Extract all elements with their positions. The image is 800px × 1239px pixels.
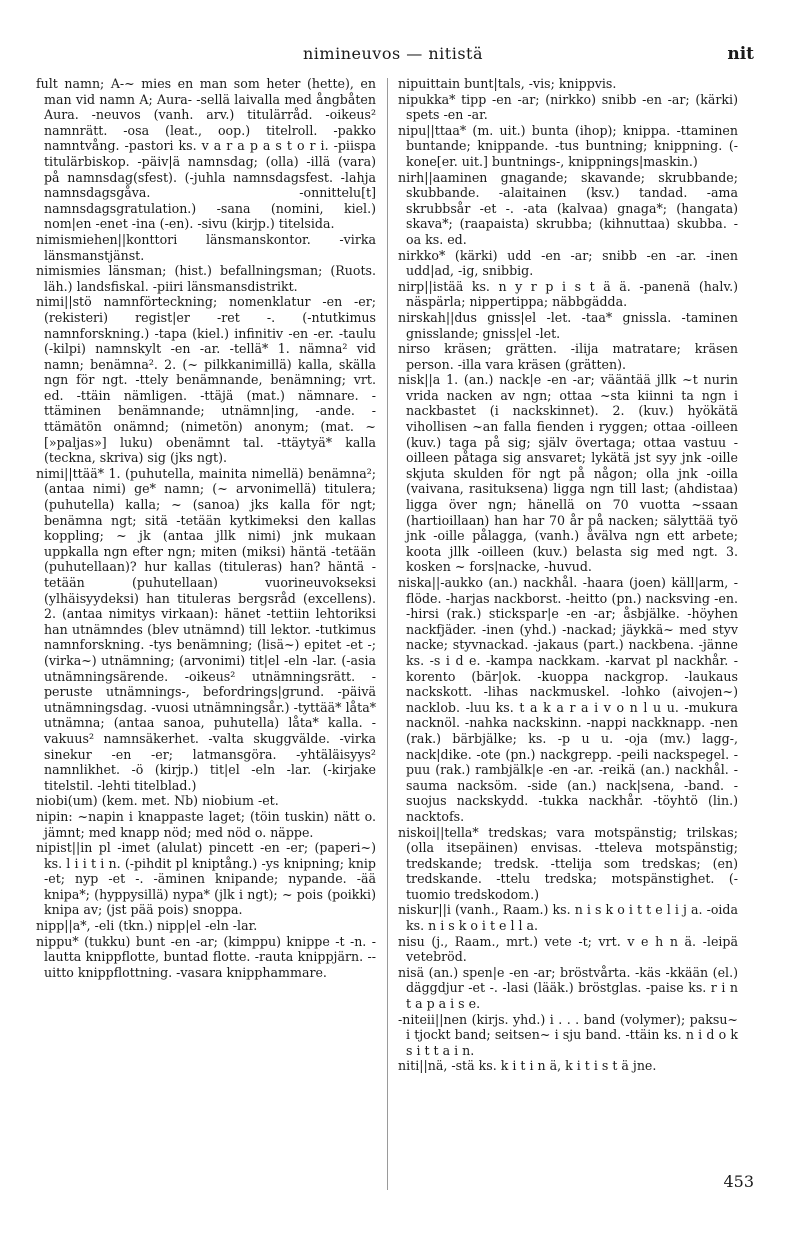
entry: nimismies länsman; (hist.) befallningsman; (Ruots. läh.) landsfiskal. -piiri länsmansdistrikt.	[36, 263, 376, 294]
entry: nipin: ~napin i knappaste laget; (töin tuskin) nätt o. jämnt; med knapp nöd; med nöd o. näppe.	[36, 808, 376, 840]
entry: nirp||istää ks. n y r p i s t ä ä. -panenä (halv.) näspärla; nippertippa; näbbgädda.	[398, 278, 738, 310]
column-divider	[387, 78, 388, 1190]
entry: nirskah||dus gniss|el -let. -taa* gnissla. -taminen gnisslande; gniss|el -let.	[398, 309, 738, 341]
page-number: 453	[723, 1172, 754, 1191]
entry: -niteii||nen (kirjs. yhd.) i . . . band (volymer); paksu~ i tjockt band; seitsen~ i sju band. -ttäin ks. n i d o k s i t t a i n.	[398, 1011, 738, 1058]
entry: fult namn; A-~ mies en man som heter (hette), en man vid namn A; Aura- -sellä laivalla med ångbåten Aura. -neuvos (vanh. arv.) titulärråd. -oikeus² namnrätt. -osa (leat., oop.) titelroll. -pakko namntvång. -pastori ks. v a r a p a s t o r i. -piispa titulärbiskop. -päiv|ä namnsdag; (olla) -illä (vara) på namnsdag(sfest). (-juhla namnsdagsfest. -lahja namnsdagsgåva. -onnittelu[t] namnsdagsgratulation.) -sana (nomini, kiel.) nom|en -enet -ina (-en). -sivu (kirjp.) titelsida.	[36, 76, 376, 232]
entry: niskoi||tella* tredskas; vara motspänstig; trilskas; (olla itsepäinen) envisas. -tteleva motspänstig; tredskande; tredsk. -ttelija som tredskas; (en) tredskande. -ttelu tredska; motspänstighet. (-tuomio tredskodom.)	[398, 824, 738, 902]
entry: nipp||a*, -eli (tkn.) nipp|el -eln -lar.	[36, 918, 258, 934]
entry: niobi(um) (kem. met. Nb) niobium -et.	[36, 793, 279, 809]
entry: niska||-aukko (an.) nackhål. -haara (joen) käll|arm, -flöde. -harjas nackborst. -heitto (pn.) nacksving -en. -hirsi (rak.) stickspar|e -en -ar; åsbjälke. -höyhen nackfjäder. -inen (yhd.) -nackad; jäykkä~ med styv nacke; styvnackad. -jakaus (part.) nackbena. -jänne ks. -s i d e. -kampa nackkam. -karvat pl nackhår. -korento (bär|ok. -kuoppa nackgrop. -laukaus nackskott. -lihas nackmuskel. -lohko (aivojen~) nacklob. -luu ks. t a k a r a i v o n l u u. -mukura nacknöl. -nahka nackskinn. -nappi nackknapp. -nen (rak.) bärbjälke; ks. -p u u. -oja (mv.) lagg-, nack|dike. -ote (pn.) nackgrepp. -peili nackspegel. -puu (rak.) rambjälk|e -en -ar. -reikä (an.) nackhål. -sauma nacksöm. -side (an.) nack|sena, -band. -suojus nackskydd. -tukka nackhår. -töyhtö (lin.) nacktofs.	[398, 575, 738, 824]
entry: nisä (an.) spen|e -en -ar; bröstvårta. -käs -kkään (el.) däggdjur -et -. -lasi (lääk.) bröstglas. -paise ks. r i n t a p a i s e.	[398, 964, 738, 1012]
entry: nimi||stö namnförteckning; nomenklatur -en -er; (rekisteri) regist|er -ret -. (-ntutkimus namnforskning.) -tapa (kiel.) infinitiv -en -er. -taulu (-kilpi) namnskylt -en -ar. -tellä* 1. nämna² vid namn; benämna². 2. (~ pilkkanimillä) kalla, skälla ngn för ngt. -ttely benämnande, benämning; vrt. ed. -ttäin nämligen. -ttäjä (mat.) nämnare. -ttäminen benämnande; utnämn|ing, -ande. -ttämätön onämnd; (nimetön) anonym; (mat. ~ [»paljas»] luku) obenämnt tal. -ttäytyä* kalla (teckna, skriva) sig (jks ngt).	[36, 294, 376, 466]
left-column	[36, 76, 376, 980]
entry: nipu||ttaa* (m. uit.) bunta (ihop); knippa. -ttaminen buntande; knippande. -tus buntning; knippning. (-kone[er. uit.] buntnings-, knippnings|maskin.)	[398, 122, 738, 169]
entry: nisk||a 1. (an.) nack|e -en -ar; vääntää jllk ~t nurin vrida nacken av ngn; ottaa ~sta kiinni ta ngn i nackbastet (i nackskinnet). 2. (kuv.) hyökätä vihollisen ~an falla fienden i ryggen; ottaa -oilleen (kuv.) taga på sig; själv övertaga; ottaa vastuu -oilleen påtaga sig ansvaret; lykätä jst syy jnk -oille skjuta skulden för ngt på någon; olla jnk -oilla (vaivana, rasituksena) ligga ngn till last; (ahdistaa) ligga över ngn; hänellä on 70 vuotta ~ssaan (hartioillaan) han har 70 år på nacken; sälyttää työ jnk -oille pålagga, (vanh.) åvälva ngn ett arbete; koota jllk -oilleen (kuv.) belasta sig med ngt. 3. kosken ~ fors|nacke, -huvud.	[398, 372, 738, 575]
entry: nippu* (tukku) bunt -en -ar; (kimppu) knippe -t -n. -lautta knippflotte, buntad flotte. -rauta knippjärn. --uitto knippflottning. -vasara knipphammare.	[36, 933, 376, 980]
entry: nirso kräsen; grätten. -ilija matratare; kräsen person. -illa vara kräsen (grätten).	[398, 341, 738, 372]
entry: nirh||aaminen gnagande; skavande; skrubbande; skubbande. -alaitainen (ksv.) tandad. -ama skrubbsår -et -. -ata (kalvaa) gnaga*; (hangata) skava*; (raapaista) skrubba; (kihnuttaa) skubba. -oa ks. ed.	[398, 169, 738, 247]
right-column	[398, 76, 738, 1074]
entry: niti||nä, -stä ks. k i t i n ä, k i t i s t ä jne.	[398, 1058, 657, 1074]
entry: nirkko* (kärki) udd -en -ar; snibb -en -ar. -inen udd|ad, -ig, snibbig.	[398, 247, 738, 279]
entry: niskur||i (vanh., Raam.) ks. n i s k o i t t e l i j a. -oida ks. n i s k o i t e l l a.	[398, 902, 738, 934]
guide-word: nit	[727, 44, 754, 64]
entry: nipuittain bunt|tals, -vis; knippvis.	[398, 76, 617, 91]
running-title: nimineuvos — nitistä	[303, 44, 483, 63]
entry: nipukka* tipp -en -ar; (nirkko) snibb -en -ar; (kärki) spets -en -ar.	[398, 91, 738, 123]
entry: nimismiehen||konttori länsmanskontor. -virka länsmanstjänst.	[36, 231, 376, 263]
entry: nipist||in pl -imet (alulat) pincett -en -er; (paperi~) ks. l i i t i n. (-pihdit pl kniptång.) -ys knipning; knip -et; nyp -et -. -äminen knipande; nypande. -ää knipa*; (hyppysillä) nypa* (jlk i ngt); ~ pois (poikki) knipa av; (jst pää pois) snoppa.	[36, 840, 376, 918]
entry: nimi||ttää* 1. (puhutella, mainita nimellä) benämna²; (antaa nimi) ge* namn; (~ arvonimellä) titulera; (puhutella) kalla; ~ (sanoa) jks kalla för ngt; benämna ngt; sitä -tetään kytkimeksi den kallas koppling; ~ jk (antaa jllk nimi) jnk mukaan uppkalla ngn efter ngn; miten (miksi) häntä -tetään (puhutellaan)? hur kallas (tituleras) han? häntä -tetään (puhutellaan) vuorineuvokseksi (ylhäisyydeksi) han tituleras bergsråd (excellens). 2. (antaa nimitys virkaan): hänet -tettiin lehtoriksi han utnämndes (blev utnämnd) till lektor. -tutkimus namnforskning. -tys benämning; (lisä~) epitet -et -; (virka~) utnämning; (arvonimi) tit|el -eln -lar. (-asia utnämningsärende. -oikeus² utnämningsrätt. -peruste utnämnings-, befordrings|grund. -päivä utnämningsdag. -vuosi utnämningsår.) -tyttää* låta* utnämna; (antaa sanoa, puhutella) låta* kalla. -vakuus² namnsäkerhet. -valta skuggvälde. -virka sinekur -en -er; latmansgöra. -yhtäläisyys² namnlikhet. -ö (kirjp.) tit|el -eln -lar. (-kirjake titelstil. -lehti titelblad.)	[36, 465, 376, 793]
entry: nisu (j., Raam., mrt.) vete -t; vrt. v e h n ä. -leipä vetebröd.	[398, 933, 738, 965]
page-header	[32, 44, 754, 68]
